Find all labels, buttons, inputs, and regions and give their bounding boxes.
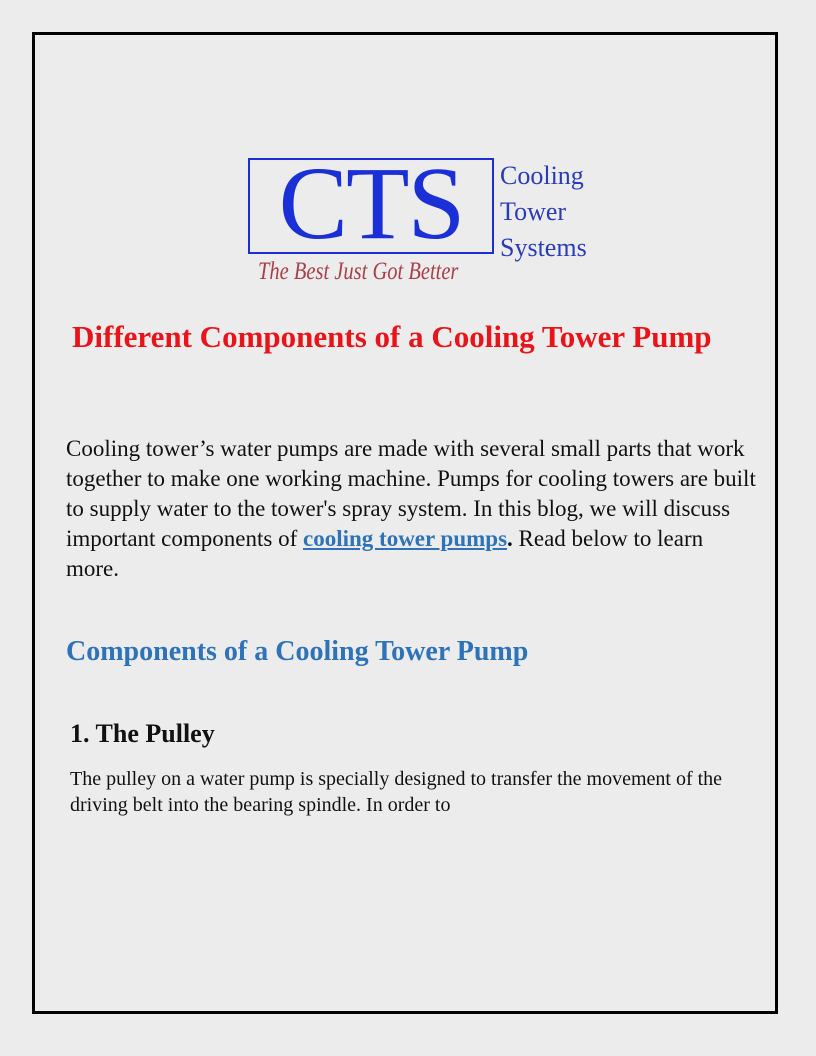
logo-tagline: The Best Just Got Better [258, 258, 459, 285]
cooling-tower-pumps-link[interactable]: cooling tower pumps [303, 526, 508, 551]
intro-link-punctuation: . [507, 526, 513, 551]
section-heading: Components of a Cooling Tower Pump [66, 636, 529, 667]
logo-word-systems: Systems [500, 233, 587, 262]
logo-word-cooling: Cooling [500, 161, 584, 190]
pulley-paragraph: The pulley on a water pump is specially designed to transfer the movement of the driving belt into the bearing spindle. In order to [70, 768, 723, 816]
document-title: Different Components of a Cooling Tower Pump [72, 319, 712, 354]
logo-word-tower: Tower [500, 197, 567, 226]
cts-logo [248, 146, 608, 290]
sub-heading-pulley: 1. The Pulley [70, 719, 215, 748]
logo-words [500, 158, 587, 266]
intro-text: Cooling tower’s water pumps are made with several small parts that work together to make one working machine. Pumps for cooling towers are built to supply water to the tower's spray system. In this blog, we will discuss important components of [66, 436, 756, 551]
intro-tail: Read below to learn more. [66, 526, 704, 581]
intro-paragraph [66, 434, 756, 584]
logo-letters: CTS [278, 146, 464, 261]
